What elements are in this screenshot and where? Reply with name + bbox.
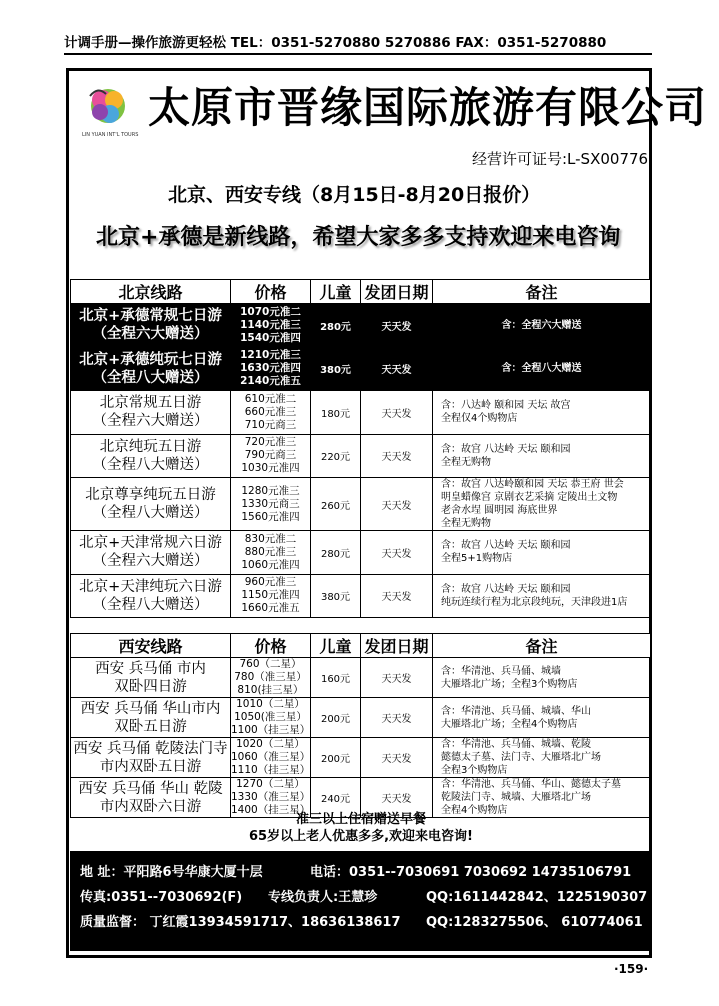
table-row <box>71 391 651 435</box>
note-cell-line: 全程3个购物店 <box>441 765 508 776</box>
child-price-cell: 200元 <box>311 698 361 738</box>
price-cell-line: 1110（挂三星） <box>231 764 311 776</box>
price-cell-line: 830元准二 <box>244 532 297 545</box>
price-cell <box>231 434 311 478</box>
header-price: 价格 <box>231 280 311 304</box>
note-cell <box>433 698 651 738</box>
table-row <box>71 304 651 348</box>
child-price-cell: 220元 <box>311 434 361 478</box>
child-price-cell: 280元 <box>311 531 361 575</box>
company-logo <box>80 82 139 142</box>
price-cell-line: 1540元准四 <box>240 331 301 344</box>
header-price: 价格 <box>231 634 311 658</box>
beijing-routes-table <box>70 279 651 618</box>
route-cell <box>71 304 231 348</box>
route-cell-line: 北京+天津纯玩六日游 <box>79 578 222 595</box>
price-cell-line: 1660元准五 <box>241 602 300 615</box>
note-cell <box>433 304 651 348</box>
note-cell-line: 含：华清池、兵马俑、城墙 <box>441 665 561 677</box>
price-cell <box>231 698 311 738</box>
departure-cell: 天天发 <box>361 698 433 738</box>
route-cell-line: 北京+承德常规七日游 <box>79 308 222 325</box>
price-cell-line: 710元商三 <box>244 418 297 431</box>
page-number: ·159· <box>614 962 649 976</box>
child-price-cell: 200元 <box>311 738 361 778</box>
route-cell <box>71 391 231 435</box>
price-cell-line: 1270（二星） <box>236 778 305 790</box>
price-cell-line: 760（二星） <box>239 658 302 670</box>
route-cell-line: 北京纯玩五日游 <box>99 438 202 455</box>
note-cell-line: 全程5+1购物店 <box>441 553 513 565</box>
price-cell-line: 1400（挂三星） <box>231 804 311 816</box>
note-cell-line: 含：全程六大赠送 <box>501 319 582 331</box>
route-cell <box>71 574 231 618</box>
table-row <box>71 698 651 738</box>
note-cell <box>433 434 651 478</box>
company-name: 太原市晋缘国际旅游有限公司 <box>148 83 708 132</box>
price-cell-line: 1100（挂三星） <box>231 724 311 736</box>
price-cell <box>231 347 311 391</box>
note-cell-line: 全程无购物 <box>441 456 491 468</box>
note-cell-line: 明皇蜡像宫 京剧衣艺采摘 定陵出土文物 <box>441 492 618 503</box>
route-cell-line: 北京+承德纯玩七日游 <box>79 351 222 368</box>
note-cell-line: 大雁塔北广场；全程4个购物店 <box>441 718 578 730</box>
route-cell-line: （全程八大赠送） <box>92 369 209 386</box>
xian-routes-table <box>70 633 651 818</box>
price-cell-line: 610元准二 <box>244 392 297 405</box>
price-cell-line: 1330元商三 <box>241 497 300 510</box>
header-note: 备注 <box>433 634 651 658</box>
price-cell-line: 1140元准三 <box>240 318 301 331</box>
child-price-cell: 260元 <box>311 478 361 531</box>
promo-box <box>72 811 650 847</box>
price-cell-line: 1060（准三星） <box>231 751 311 763</box>
header-child: 儿童 <box>311 634 361 658</box>
child-price-cell: 160元 <box>311 658 361 698</box>
departure-cell: 天天发 <box>361 658 433 698</box>
table-row <box>71 574 651 618</box>
table-row <box>71 347 651 391</box>
note-cell-line: 乾陵法门寺、城墙、大雁塔北广场 <box>441 792 591 803</box>
note-cell-line: 纯玩连续行程为北京段纯玩，天津段进1店 <box>441 596 628 608</box>
price-cell-line: 2140元准五 <box>240 375 301 388</box>
note-cell-line: 含：华清池、兵马俑、华山、懿德太子墓 <box>441 779 621 790</box>
price-cell-line: 960元准三 <box>244 576 297 589</box>
price-cell <box>231 391 311 435</box>
route-cell-line: 北京尊享纯玩五日游 <box>85 487 216 503</box>
note-cell-line: 含：八达岭 颐和园 天坛 故宫 <box>441 400 571 412</box>
note-cell-line: 含：华清池、兵马俑、城墙、华山 <box>441 705 591 717</box>
footer-qq-1: QQ:1611442842、1225190307 <box>426 890 648 905</box>
route-cell-line: 北京常规五日游 <box>99 395 202 412</box>
header-route: 北京线路 <box>71 280 231 304</box>
note-cell-line: 全程仅4个购物店 <box>441 413 518 425</box>
route-cell-line: （全程六大赠送） <box>92 326 209 343</box>
table-row <box>71 658 651 698</box>
price-cell-line: 1050(准三星） <box>234 711 307 723</box>
footer-phone: 电话：0351--7030691 7030692 14735106791 <box>310 865 632 880</box>
note-cell-line: 含：故宫 八达岭 天坛 颐和园 <box>441 443 571 455</box>
route-cell-line: 北京+天津常规六日游 <box>79 535 222 552</box>
note-cell <box>433 738 651 778</box>
table-row <box>71 738 651 778</box>
license-number: 经营许可证号:L-SX00776 <box>472 150 649 168</box>
departure-cell: 天天发 <box>361 478 433 531</box>
note-cell <box>433 347 651 391</box>
promo-line-1: 准三以上住宿赠送早餐 <box>295 812 426 827</box>
note-cell-line: 含：故宫 八达岭 天坛 颐和园 <box>441 583 571 595</box>
price-cell-line: 1330（准三星） <box>231 791 311 803</box>
route-cell-line: 市内双卧五日游 <box>99 758 202 775</box>
table-row <box>71 478 651 531</box>
promo-line-2: 65岁以上老人优惠多多,欢迎来电咨询! <box>249 829 473 844</box>
price-cell-line: 1150元准四 <box>241 589 300 602</box>
departure-cell: 天天发 <box>361 738 433 778</box>
departure-cell: 天天发 <box>361 434 433 478</box>
note-cell-line: 全程无购物 <box>441 518 491 529</box>
departure-cell: 天天发 <box>361 574 433 618</box>
note-cell-line: 含：故宫 八达岭 天坛 颐和园 <box>441 540 571 552</box>
route-cell-line: 双卧五日游 <box>114 718 187 735</box>
price-cell-line: 1020（二星） <box>236 738 305 750</box>
header-date: 发团日期 <box>361 280 433 304</box>
footer-qq-2: QQ:1283275506、 610774061 <box>426 915 643 930</box>
footer-supervisor: 质量监督： 丁红霞13934591717、18636138617 <box>80 915 401 930</box>
note-cell-line: 老舍水埕 圆明园 海底世界 <box>441 505 558 516</box>
price-cell-line: 1060元准四 <box>241 558 300 571</box>
price-cell-line: 1560元准四 <box>241 510 300 523</box>
note-cell-line: 含：华清池、兵马俑、城墙、乾陵 <box>441 739 591 750</box>
price-cell <box>231 478 311 531</box>
price-cell-line: 1280元准三 <box>241 484 300 497</box>
note-cell <box>433 391 651 435</box>
price-cell-line: 1010（二星） <box>236 698 305 710</box>
departure-cell: 天天发 <box>361 347 433 391</box>
child-price-cell: 180元 <box>311 391 361 435</box>
route-cell-line: 西安 兵马俑 华山市内 <box>80 700 221 717</box>
note-cell-line: 含：全程八大赠送 <box>501 363 582 375</box>
footer-manager: 专线负责人:王慧珍 <box>268 890 378 905</box>
header-route: 西安线路 <box>71 634 231 658</box>
child-price-cell: 240元 <box>311 778 361 818</box>
price-cell-line: 720元准三 <box>244 436 297 449</box>
table-row <box>71 531 651 575</box>
route-cell <box>71 347 231 391</box>
route-cell-line: 市内双卧六日游 <box>99 798 202 815</box>
note-cell <box>433 574 651 618</box>
route-cell <box>71 658 231 698</box>
header-date: 发团日期 <box>361 634 433 658</box>
departure-cell: 天天发 <box>361 304 433 348</box>
note-cell-line: 大雁塔北广场；全程3个购物店 <box>441 678 578 690</box>
child-price-cell: 280元 <box>311 304 361 348</box>
route-cell <box>71 531 231 575</box>
note-cell <box>433 531 651 575</box>
route-cell-line: 西安 兵马俑 市内 <box>95 660 206 677</box>
note-cell-line: 全程4个购物店 <box>441 805 508 816</box>
route-cell-line: （全程八大赠送） <box>92 505 209 521</box>
price-cell-line: 780（准三星） <box>234 671 307 683</box>
price-cell-line: 1030元准四 <box>241 462 300 475</box>
route-cell <box>71 478 231 531</box>
footer-fax: 传真:0351--7030692(F) <box>80 890 243 905</box>
route-cell-line: （全程六大赠送） <box>92 413 209 430</box>
departure-cell: 天天发 <box>361 391 433 435</box>
price-cell <box>231 531 311 575</box>
note-cell <box>433 658 651 698</box>
route-cell-line: （全程八大赠送） <box>92 456 209 473</box>
subtitle: 北京、西安专线（8月15日-8月20日报价） <box>168 184 541 206</box>
note-cell-line: 懿德太子墓、法门寺、大雁塔北广场 <box>441 752 601 763</box>
route-cell <box>71 434 231 478</box>
table-row <box>71 434 651 478</box>
price-cell-line: 1070元准二 <box>240 305 301 318</box>
price-cell <box>231 658 311 698</box>
price-cell-line: 1210元准三 <box>240 349 301 362</box>
price-cell-line: 880元准三 <box>244 545 297 558</box>
logo-caption: LIN YUAN INT'L TOURS <box>82 132 139 138</box>
route-cell-line: 西安 兵马俑 华山 乾陵 <box>78 780 223 797</box>
price-cell-line: 810(挂三星） <box>237 684 304 696</box>
header-note: 备注 <box>433 280 651 304</box>
route-cell <box>71 738 231 778</box>
price-cell <box>231 574 311 618</box>
price-cell-line: 790元商三 <box>244 449 297 462</box>
contact-footer <box>70 851 649 951</box>
route-cell-line: 双卧四日游 <box>114 678 187 695</box>
price-cell <box>231 738 311 778</box>
header-child: 儿童 <box>311 280 361 304</box>
departure-cell: 天天发 <box>361 531 433 575</box>
route-cell-line: （全程八大赠送） <box>92 596 209 613</box>
note-cell-line: 含：故宫 八达岭颐和园 天坛 恭王府 世会 <box>441 479 624 490</box>
route-cell-line: （全程六大赠送） <box>92 553 209 570</box>
route-cell-line: 西安 兵马俑 乾陵法门寺 <box>73 740 228 757</box>
footer-address: 地 址：平阳路6号华康大厦十层 <box>80 865 263 880</box>
top-banner: 计调手册—操作旅游更轻松 TEL：0351-5270880 5270886 FAX：0351-5270880 <box>64 33 652 55</box>
price-cell-line: 660元准三 <box>244 405 297 418</box>
note-cell <box>433 478 651 531</box>
price-cell <box>231 304 311 348</box>
slogan: 北京+承德是新线路，希望大家多多支持欢迎来电咨询 <box>96 225 621 250</box>
route-cell <box>71 698 231 738</box>
departure-cell: 天天发 <box>361 778 433 818</box>
child-price-cell: 380元 <box>311 347 361 391</box>
child-price-cell: 380元 <box>311 574 361 618</box>
price-cell-line: 1630元准四 <box>240 362 301 375</box>
